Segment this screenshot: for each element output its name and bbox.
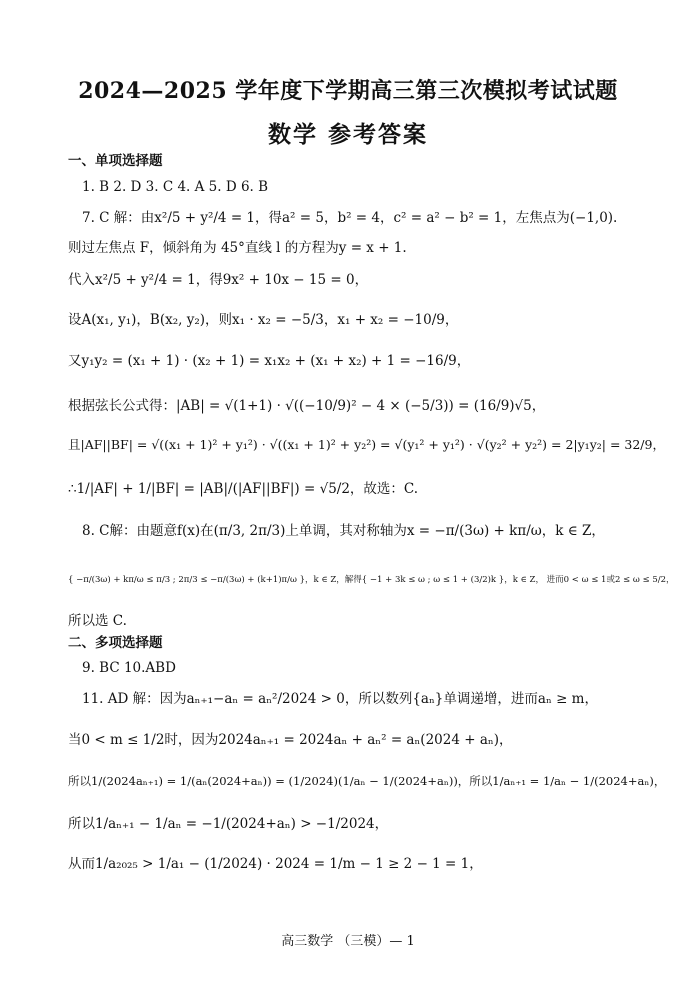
q11-solution-line-1: 11. AD 解：因为aₙ₊₁−aₙ = aₙ²/2024 > 0，所以数列{aₙ}单调递增，进而aₙ ≥ m， xyxy=(82,691,598,707)
q7-solution-line-1: 7. C 解：由x²/5 + y²/4 = 1，得a² = 5，b² = 4，c² = a² − b² = 1，左焦点为(−1,0). xyxy=(82,210,618,226)
answer-key-subtitle: 数学 参考答案 xyxy=(267,121,428,148)
answers-1-6: 1. B 2. D 3. C 4. A 5. D 6. B xyxy=(82,179,269,195)
q7-solution-line-5: 又y₁y₂ = (x₁ + 1) · (x₂ + 1) = x₁x₂ + (x₁ + x₂) + 1 = −16/9， xyxy=(68,353,471,369)
exam-title: 2024—2025 学年度下学期高三第三次模拟考试试题 xyxy=(78,78,618,104)
q7-solution-line-2: 则过左焦点 F，倾斜角为 45°直线 l 的方程为y = x + 1. xyxy=(68,240,407,256)
q7-solution-line-7: 且|AF||BF| = √((x₁ + 1)² + y₁²) · √((x₁ + 1)² + y₂²) = √(y₁² + y₁²) · √(y₂² + y₂²) = 2|y₁y₂| = 32/9， xyxy=(68,437,665,452)
q11-solution-line-4: 所以1/aₙ₊₁ − 1/aₙ = −1/(2024+aₙ) > −1/2024， xyxy=(68,816,389,832)
q7-solution-line-8: ∴1/|AF| + 1/|BF| = |AB|/(|AF||BF|) = √5/2，故选：C. xyxy=(68,481,419,497)
q11-solution-line-2: 当0 < m ≤ 1/2时，因为2024aₙ₊₁ = 2024aₙ + aₙ² = aₙ(2024 + aₙ)， xyxy=(68,732,513,748)
answers-9-10: 9. BC 10.ABD xyxy=(82,660,176,676)
page-footer: 高三数学 （三模）— 1 xyxy=(281,934,415,949)
q8-solution-line-2: { −π/(3ω) + kπ/ω ≤ π/3 ; 2π/3 ≤ −π/(3ω) + (k+1)π/ω }，k ∈ Z，解得{ −1 + 3k ≤ ω ; ω ≤ 1 + (3/2)k }，k ∈ Z， 进而0 < ω ≤ 1或2 ≤ ω ≤ 5/2， xyxy=(68,575,675,585)
q7-solution-line-4: 设A(x₁, y₁)，B(x₂, y₂)，则x₁ · x₂ = −5/3，x₁ + x₂ = −10/9， xyxy=(68,312,459,328)
q7-solution-line-6: 根据弦长公式得：|AB| = √(1+1) · √((−10/9)² − 4 × (−5/3)) = (16/9)√5， xyxy=(68,398,546,414)
q11-solution-line-5: 从而1/a₂₀₂₅ > 1/a₁ − (1/2024) · 2024 = 1/m − 1 ≥ 2 − 1 = 1， xyxy=(68,856,483,872)
q8-solution-line-3: 所以选 C. xyxy=(68,613,127,629)
q7-solution-line-3: 代入x²/5 + y²/4 = 1，得9x² + 10x − 15 = 0， xyxy=(68,272,369,288)
section-heading-single-choice: 一、单项选择题 xyxy=(68,153,163,169)
q11-solution-line-3: 所以1/(2024aₙ₊₁) = 1/(aₙ(2024+aₙ)) = (1/2024)(1/aₙ − 1/(2024+aₙ))，所以1/aₙ₊₁ = 1/aₙ − 1/(2024+aₙ)， xyxy=(68,774,666,788)
q8-solution-line-1: 8. C解：由题意f(x)在(π/3, 2π/3)上单调，其对称轴为x = −π/(3ω) + kπ/ω，k ∈ Z， xyxy=(82,523,605,539)
section-heading-multi-choice: 二、多项选择题 xyxy=(68,635,163,651)
